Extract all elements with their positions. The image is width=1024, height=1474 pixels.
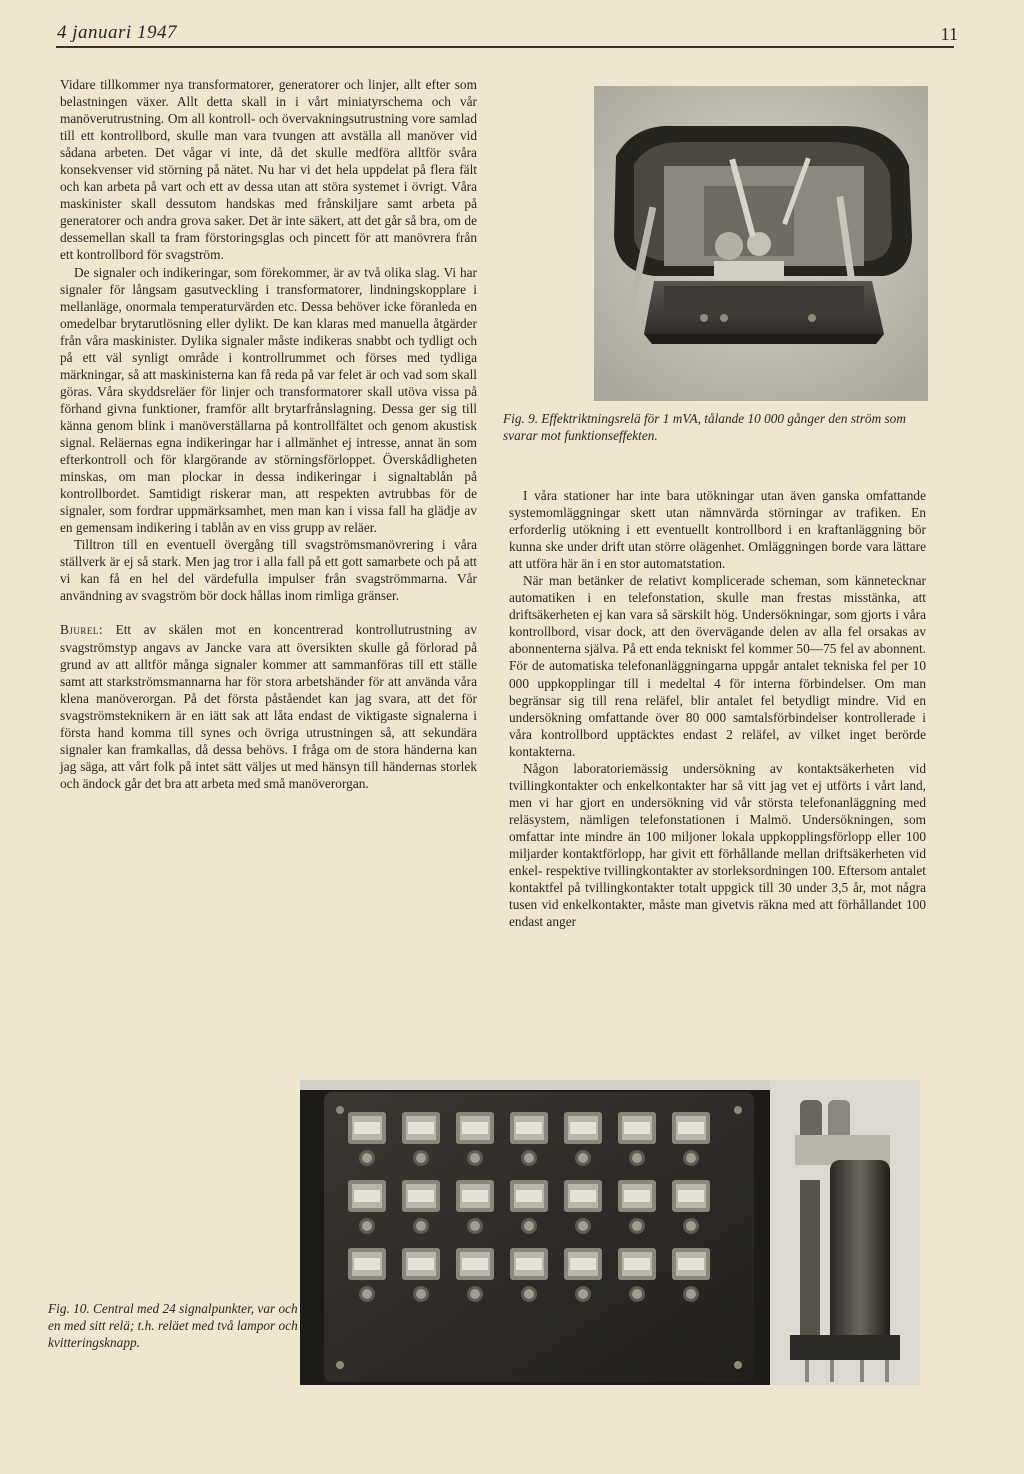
- header-rule: [56, 46, 954, 48]
- left-paragraph: Tilltron till en eventuell övergång till svagströmsmanövrering i våra ställverk är ej så stark. Men jag tror i alla fall på ett gott samarbete och på att vi kan få en hel del värdefulla impulser från svagströmmarna. Vår användning av svagström bör dock hållas inom rimliga gränser.: [60, 537, 477, 604]
- issue-date: 4 januari 1947: [57, 22, 177, 43]
- fig10-signal-panel-photo: [300, 1080, 920, 1385]
- left-paragraph: De signaler och indikeringar, som förekommer, är av två olika slag. Vi har signaler för långsam gasutveckling i transformatorer, lindningskopplare i mellanläge, onormala temperaturvärden etc. Dessa behöver icke föranleda en omedelbar brytarutlösning eller dylikt. De kan klaras med manuella åtgärder från våra maskinister. Dylika signaler måste indikeras snabbt och tydligt och på ett väl synligt område i kontrollrummet och förses med tydliga märkningar, så att maskinisterna kan få reda på var felet är och vad som skall göras. Våra skyddsreläer för linjer och transformatorer skall utöva vissa på förhand givna funktioner, framför allt brytarfrånslagning. Dessa ger sig till känna genom blink i manöverställarna på kontrollfältet och genom akustisk signal. Reläernas egna indikeringar har i allmänhet ej intresse, annat än som efterkontroll och för klargörande av störningsförloppet. Överskådligheten minskas, om man plockar in dessa indikeringar i signaltablån på kontrollbordet. Samtidigt riskerar man, att respekten avtrubbas för de signaler, som fordrar uppmärksamhet, men man kan i vissa fall ha glädje av en gemensam indikering i tablån av en viss grupp av reläer.: [60, 264, 477, 536]
- fig9-caption: Fig. 9. Effektriktningsrelä för 1 mVA, tålande 10 000 gånger den ström som svarar mot funktionseffekten.: [503, 411, 906, 443]
- fig9-relay-photo: [594, 86, 928, 401]
- speaker-name: Bjurel:: [60, 622, 104, 638]
- left-paragraph: Vidare tillkommer nya transformatorer, generatorer och linjer, allt efter som belastningen växer. Allt detta skall in i vårt miniatyrschema och vår manöverutrustning. Om all kontroll- och övervakningsutrustning vore samlad till ett kontrollbord, skulle man vara tvungen att avställa all manöver vid sådana arbeten. Det vågar vi inte, då det skulle medföra alltför svåra konsekvenser vid störning på nätet. Nu har vi det hela uppdelat på flera fält och kan arbeta på vart och ett av dessa utan att störa systemet i övrigt. Våra maskinister skall dessutom handskas med frånskiljare samt arbeta på generatorer och andra grova saker. Det är inte säkert, att det går så bra, om de dessemellan skall ta fram förstoringsglas och pincett för att manövrera från ett kontrollbord för svagström.: [60, 77, 477, 263]
- right-column: [509, 487, 926, 930]
- fig10-caption: Fig. 10. Central med 24 signalpunkter, var och en med sitt relä; t.h. reläet med två lampor och kvitteringsknapp.: [48, 1301, 298, 1350]
- page-number: 11: [940, 24, 958, 44]
- right-paragraph: I våra stationer har inte bara utökningar utan även ganska omfattande systemomläggningar skett utan nämnvärda störningar av trafiken. En erforderlig utökning i ett eventuellt kontrollbord i en kraftanläggning bör kunna ske under drift utan större olägenhet. Omläggningen borde vara lättare att utföra här än i en stor automatstation.: [509, 488, 926, 572]
- speaker-paragraph: [60, 621, 477, 791]
- right-paragraph: Någon laboratoriemässig undersökning av kontaktsäkerheten vid tvillingkontakter och enkelkontakter har så vitt jag vet ej utförts i vårt land, men vi har gjort en undersökning vid vår största telefonanläggning med reläsystem, nämligen telefonstationen i Malmö. Undersökningen, som omfattar inte mindre än 100 miljoner lokala uppkopplingsförlopp eller 100 miljarder kontaktförlopp, har givit ett förhållande mellan driftsäkerheten vid enkel- respektive tvillingkontakter av storleksordningen 100. Eftersom antalet kontaktfel på tvillingkontakter totalt uppgick till 30 under 3,5 år, mot några tusen vid enkelkontakter, måste man givetvis räkna med att förhållandet 100 endast anger: [509, 760, 926, 930]
- speaker-text: Ett av skälen mot en koncentrerad kontrollutrustning av svagströmstyp angavs av Jancke vara att översikten skulle gå förlorad på grund av att alltför många signaler kommer att sammanföras till ett ställe samt att starkströmsmannarna har för stora arbetshänder för att använda våra klena manöverorgan. På det första påståendet kan jag svara, att det för svagströmsteknikern är en iätt sak att låta endast de viktigaste signalerna i första hand komma till synes och övriga utrustningen så, att sekundära signaler kan framkallas, då dessa behövs. I fråga om de stora händerna kan jag säga, att vårt folk på intet sätt väljes ut med hänsyn till händernas storlek och ändock går det bra att arbeta med små manöverorgan.: [60, 622, 477, 791]
- right-paragraph: När man betänker de relativt komplicerade scheman, som kännetecknar automatiken i en telefonstation, skulle man frestas misstänka, att driftsäkerheten ej kan vara så särskilt hög. Undersökningar, som gjorts i våra kontrollbord, visar dock, att den övervägande delen av alla fel orsakas av abonnenterna själva. På ett enda tekniskt fel kommer 50—75 fel av abonnent. För de automatiska telefonanläggningarna uppgår antalet tekniska fel per 10 000 uppkopplingar till i medeltal 4 för interna förbindelser. Om man begränsar sig till rena reläfel, blir antalet fel betydligt mindre. Vid en undersökning omfattande över 80 000 samtalsförbindelser kontrollerade i våra kontrollbord upptäcktes endast 2 reläfel, av vilket inget berörde kontakterna.: [509, 573, 926, 759]
- left-column: [60, 76, 477, 792]
